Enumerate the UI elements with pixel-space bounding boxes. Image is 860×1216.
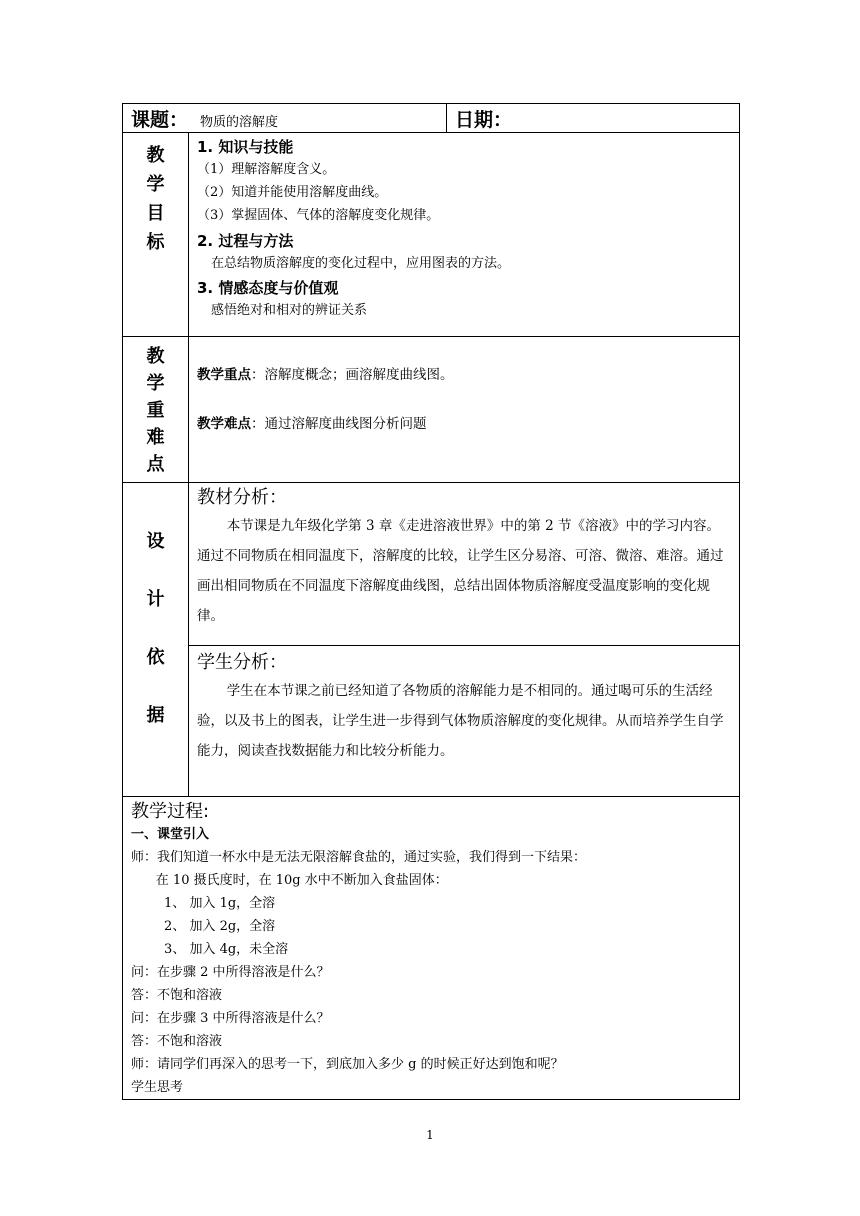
- teaching-focus-label: 教学重点: [197, 367, 251, 383]
- side-char: 学: [146, 174, 165, 195]
- teaching-process-content: [123, 797, 740, 1100]
- design-basis-side-label: [123, 483, 189, 797]
- teaching-process-row: [123, 797, 740, 1100]
- material-analysis-text: 本节课是九年级化学第 3 章《走进溶液世界》中的第 2 节《溶液》中的学习内容。通过不同物质在相同温度下，溶解度的比较，让学生区分易溶、可溶、微溶、难溶。通过画出相同物质在不同温度下溶解度曲线图，总结出固体物质溶解度受温度影响的变化规律。: [197, 518, 724, 624]
- objective-item: 在总结物质溶解度的变化过程中，应用图表的方法。: [211, 256, 511, 271]
- side-char: 计: [146, 589, 165, 610]
- student-analysis-content: [189, 646, 740, 797]
- key-points-side-label: [123, 337, 189, 483]
- objectives-content: [189, 133, 740, 337]
- process-line: 2、 加入 2g，全溶: [131, 919, 276, 934]
- side-char: 学: [146, 373, 165, 394]
- teaching-difficulty: [197, 410, 733, 437]
- teaching-process-subtitle: 一、课堂引入: [131, 827, 210, 842]
- student-analysis-text: 学生在本节课之前已经知道了各物质的溶解能力是不相同的。通过喝可乐的生活经验，以及书上的图表，让学生进一步得到气体物质溶解度的变化规律。从而培养学生自学能力，阅读查找数据能力和比较分析能力。: [197, 683, 724, 759]
- objective-item: （3）掌握固体、气体的溶解度变化规律。: [197, 208, 440, 223]
- date-label: 日期：: [455, 108, 513, 131]
- teaching-difficulty-label: 教学难点: [197, 416, 251, 432]
- process-line: 3、 加入 4g，未全溶: [131, 942, 289, 957]
- process-line: 答：不饱和溶液: [131, 988, 223, 1003]
- teaching-difficulty-text: ：通过溶解度曲线图分析问题: [251, 416, 427, 432]
- side-char: 设: [146, 531, 165, 552]
- objective-item: （1）理解溶解度含义。: [197, 162, 336, 177]
- side-char: 点: [146, 454, 165, 475]
- objectives-row: [123, 133, 740, 337]
- side-char: 难: [146, 427, 165, 448]
- side-char: 依: [146, 647, 165, 668]
- side-char: 据: [146, 705, 165, 726]
- teaching-focus-text: ：溶解度概念；画溶解度曲线图。: [251, 367, 454, 383]
- objective-section-title: 3. 情感态度与价值观: [197, 279, 339, 297]
- date-cell: [447, 104, 740, 133]
- lesson-plan-table: [122, 103, 740, 1100]
- objectives-side-label: [123, 133, 189, 337]
- topic-value: 物质的溶解度: [200, 114, 279, 130]
- topic-cell: [123, 104, 447, 133]
- header-row: [123, 104, 740, 133]
- teaching-process-title: 教学过程:: [131, 801, 210, 822]
- process-line: 1、 加入 1g，全溶: [131, 896, 276, 911]
- objective-section-title: 1. 知识与技能: [197, 138, 294, 156]
- process-line: 问：在步骤 3 中所得溶液是什么？: [131, 1011, 330, 1026]
- side-char: 教: [146, 346, 165, 367]
- topic-label: 课题：: [131, 108, 189, 131]
- process-line: 学生思考: [131, 1080, 184, 1095]
- process-line: 问：在步骤 2 中所得溶液是什么？: [131, 965, 330, 980]
- page-number: 1: [426, 1128, 434, 1142]
- objective-section-title: 2. 过程与方法: [197, 232, 294, 250]
- student-analysis-row: [123, 646, 740, 797]
- process-line: 师：请同学们再深入的思考一下，到底加入多少 g 的时候正好达到饱和呢？: [131, 1057, 564, 1072]
- key-points-row: [123, 337, 740, 483]
- material-analysis-content: [189, 483, 740, 646]
- key-points-content: [189, 337, 740, 483]
- side-char: 目: [146, 203, 165, 224]
- objective-item: （2）知道并能使用溶解度曲线。: [197, 185, 388, 200]
- material-analysis-title: 教材分析：: [197, 487, 287, 508]
- process-line: 师：我们知道一杯水中是无法无限溶解食盐的，通过实验，我们得到一下结果：: [131, 850, 587, 865]
- student-analysis-title: 学生分析：: [197, 652, 287, 673]
- teaching-focus: [197, 361, 733, 388]
- side-char: 教: [146, 145, 165, 166]
- objective-item: 感悟绝对和相对的辨证关系: [211, 303, 368, 318]
- process-line: 答：不饱和溶液: [131, 1034, 223, 1049]
- side-char: 重: [146, 400, 165, 421]
- material-analysis-row: [123, 483, 740, 646]
- side-char: 标: [146, 232, 165, 253]
- process-line: 在 10 摄氏度时，在 10g 水中不断加入食盐固体：: [131, 873, 448, 888]
